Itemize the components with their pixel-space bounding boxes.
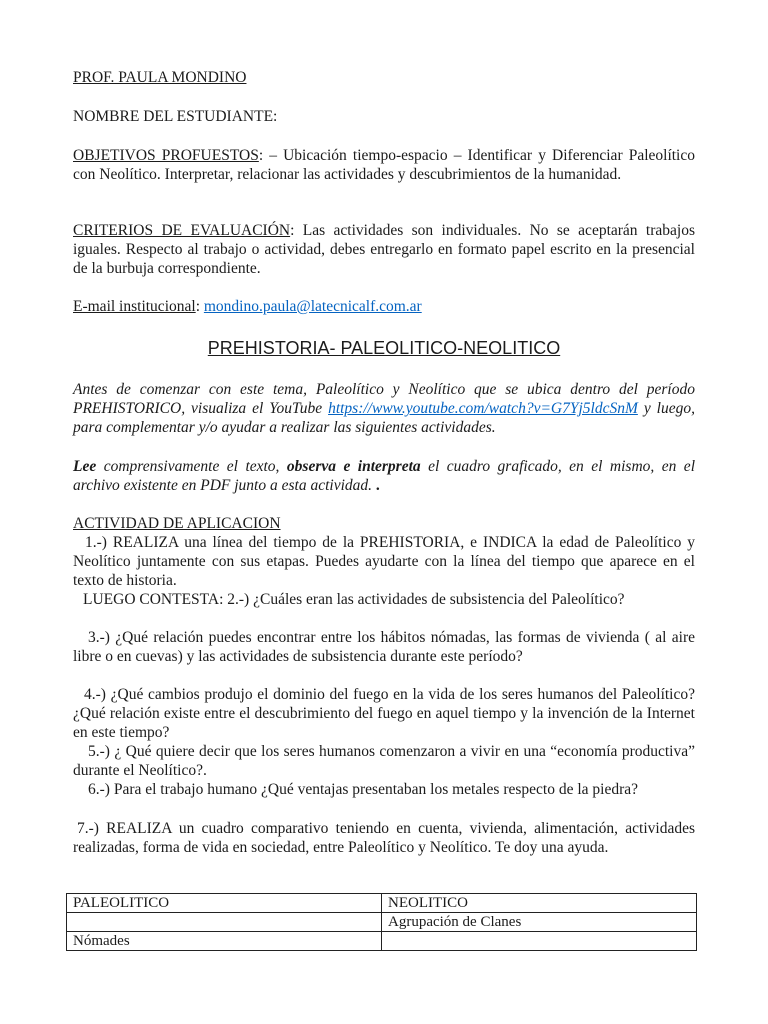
student-name-label: NOMBRE DEL ESTUDIANTE:: [73, 108, 278, 125]
youtube-link[interactable]: https://www.youtube.com/watch?v=G7Yj5ldcSnM: [328, 400, 638, 417]
email-link[interactable]: mondino.paula@latecnicalf.com.ar: [203, 298, 422, 315]
activity-item-1: 1.-) REALIZA una línea del tiempo de la PREHISTORIA, e INDICA la edad de Paleolítico y Neolítico juntamente con sus etapas. Puedes ayudarte con la línea del tiempo que aparece en el texto de historia.: [73, 534, 695, 589]
table-cell: [382, 932, 697, 951]
reading-text-1: comprensivamente el texto,: [96, 458, 287, 475]
table-row: [67, 932, 697, 951]
page-title: PREHISTORIA- PALEOLITICO-NEOLITICO: [207, 338, 561, 358]
table-header-cell: PALEOLITICO: [67, 894, 382, 913]
objectives-paragraph: [73, 146, 695, 184]
intro-paragraph: [73, 380, 695, 437]
criteria-paragraph: [73, 221, 695, 278]
activity-item-7: 7.-) REALIZA un cuadro comparativo teniendo en cuenta, vivienda, alimentación, actividades realizadas, forma de vida en sociedad, entre Paleolítico y Neolítico. Te doy una ayuda.: [73, 820, 695, 856]
reading-lead: Lee: [73, 458, 97, 475]
teacher-name: PROF. PAULA MONDINO: [73, 69, 247, 86]
reading-text-2: el cuadro graficado, en el mismo, en el archivo existente en PDF junto a esta actividad.: [73, 458, 695, 494]
activity-item-2: LUEGO CONTESTA: 2.-) ¿Cuáles eran las actividades de subsistencia del Paleolítico?: [83, 591, 625, 608]
activity-item-5: 5.-) ¿ Qué quiere decir que los seres humanos comenzaron a vivir en una “economía productiva” durante el Neolítico?.: [73, 743, 695, 779]
email-separator: :: [195, 298, 204, 315]
activity-item-4: 4.-) ¿Qué cambios produjo el dominio del fuego en la vida de los seres humanos del Paleolítico? ¿Qué relación existe entre el descubrimiento del fuego en aquel tiempo y la invención de la Internet en este tiempo?: [73, 686, 695, 741]
reading-paragraph: [73, 457, 695, 495]
comparison-table: [66, 893, 697, 951]
table-cell: Nómades: [67, 932, 382, 951]
objectives-text: : – Ubicación tiempo-espacio – Identificar y Diferenciar Paleolítico con Neolítico. Interpretar, relacionar las actividades y descubrimientos de la humanidad.: [73, 147, 695, 183]
activity-item-3: 3.-) ¿Qué relación puedes encontrar entre los hábitos nómadas, las formas de vivienda ( al aire libre o en cuevas) y las actividades de subsistencia durante este período?: [73, 629, 695, 665]
activity-heading: ACTIVIDAD DE APLICACION: [73, 515, 281, 532]
objectives-label: OBJETIVOS PROFUESTOS: [73, 147, 259, 164]
table-header-cell: NEOLITICO: [382, 894, 697, 913]
intro-text-after: y luego, para complementar y/o ayudar a realizar las siguientes actividades.: [73, 400, 695, 436]
activity-item-6: 6.-) Para el trabajo humano ¿Qué ventajas presentaban los metales respecto de la piedra?: [88, 781, 639, 798]
intro-text-before: Antes de comenzar con este tema, Paleolítico y Neolítico que se ubica dentro del período PREHISTORICO, visualiza el YouTube: [73, 381, 695, 417]
criteria-text: : Las actividades son individuales. No se aceptarán trabajos iguales. Respecto al trabajo o actividad, debes entregarlo en formato papel escrito en la presencial de la burbuja correspondiente.: [73, 222, 695, 277]
table-cell: Agrupación de Clanes: [382, 913, 697, 932]
table-cell: [67, 913, 382, 932]
email-label: E-mail institucional: [73, 298, 196, 315]
reading-trailing: .: [372, 477, 380, 494]
table-row: [67, 913, 697, 932]
table-header-row: [67, 894, 697, 913]
reading-emphasis: observa e interpreta: [286, 458, 421, 475]
criteria-label: CRITERIOS DE EVALUACIÓN: [73, 222, 291, 239]
email-line: [73, 297, 695, 316]
